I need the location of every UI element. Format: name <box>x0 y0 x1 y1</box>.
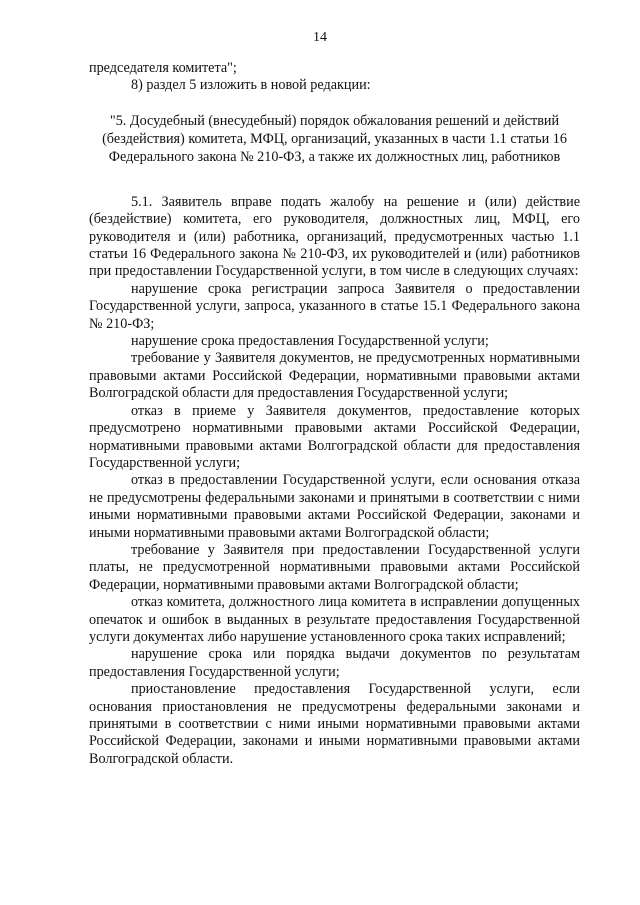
list-item-registration-violation: нарушение срока регистрации запроса Заявителя о предоставлении Государственной услуги, запроса, указанного в статье 15.1 Федерального закона № 210-ФЗ; <box>89 280 580 332</box>
list-item-refusal-service: отказ в предоставлении Государственной услуги, если основания отказа не предусмотрены федеральными законами и принятыми в соответствии с ними иными нормативными правовыми актами Российской Федерации, законами и иными нормативными правовыми актами Волгоградской области; <box>89 472 580 541</box>
list-item-extra-documents: требование у Заявителя документов, не предусмотренных нормативными правовыми актами Российской Федерации, нормативными правовыми актами Волгоградской области для предоставления Государственной услуги; <box>89 350 580 402</box>
document-body <box>89 60 580 768</box>
paragraph-continuation: председателя комитета"; <box>89 60 237 76</box>
page-number: 14 <box>313 30 327 45</box>
paragraph-5-1: 5.1. Заявитель вправе подать жалобу на решение и (или) действие (бездействие) комитета, его руководителя, должностных лиц, МФЦ, его руководителя и (или) работника, организаций, предусмотренных частью 1.1 статьи 16 Федерального закона № 210-ФЗ, их руководителей и (или) работников при предоставлении Государственной услуги, в том числе в следующих случаях: <box>89 193 580 280</box>
list-item-correction-refusal: отказ комитета, должностного лица комитета в исправлении допущенных опечаток и ошибок в выданных в результате предоставления Государственной услуги документах либо нарушение установленного срока таких исправлений; <box>89 594 580 645</box>
section-heading: "5. Досудебный (внесудебный) порядок обжалования решений и действий (бездействия) комитета, МФЦ, организаций, указанных в части 1.1 статьи 16 Федерального закона № 210-ФЗ, а также их должностных лиц, работников <box>102 112 567 165</box>
paragraph-amendment-intro: 8) раздел 5 изложить в новой редакции: <box>131 77 371 94</box>
list-item-payment-demand: требование у Заявителя при предоставлении Государственной услуги платы, не предусмотренной нормативными правовыми актами Российской Федерации, нормативными правовыми актами Волгоградской области; <box>89 541 580 593</box>
list-item-issuance-violation: нарушение срока или порядка выдачи документов по результатам предоставления Государственной услуги; <box>89 646 580 680</box>
list-item-suspension: приостановление предоставления Государственной услуги, если основания приостановления не предусмотрены федеральными законами и принятыми в соответствии с ними иными нормативными правовыми актами Российской Федерации, законами и иными нормативными правовыми актами Волгоградской области. <box>89 681 580 767</box>
list-item-term-violation: нарушение срока предоставления Государственной услуги; <box>131 333 489 350</box>
list-item-refusal-acceptance: отказ в приеме у Заявителя документов, предоставление которых предусмотрено нормативными правовыми актами Российской Федерации, нормативными правовыми актами Волгоградской области для предоставления Государственной услуги; <box>89 402 580 471</box>
